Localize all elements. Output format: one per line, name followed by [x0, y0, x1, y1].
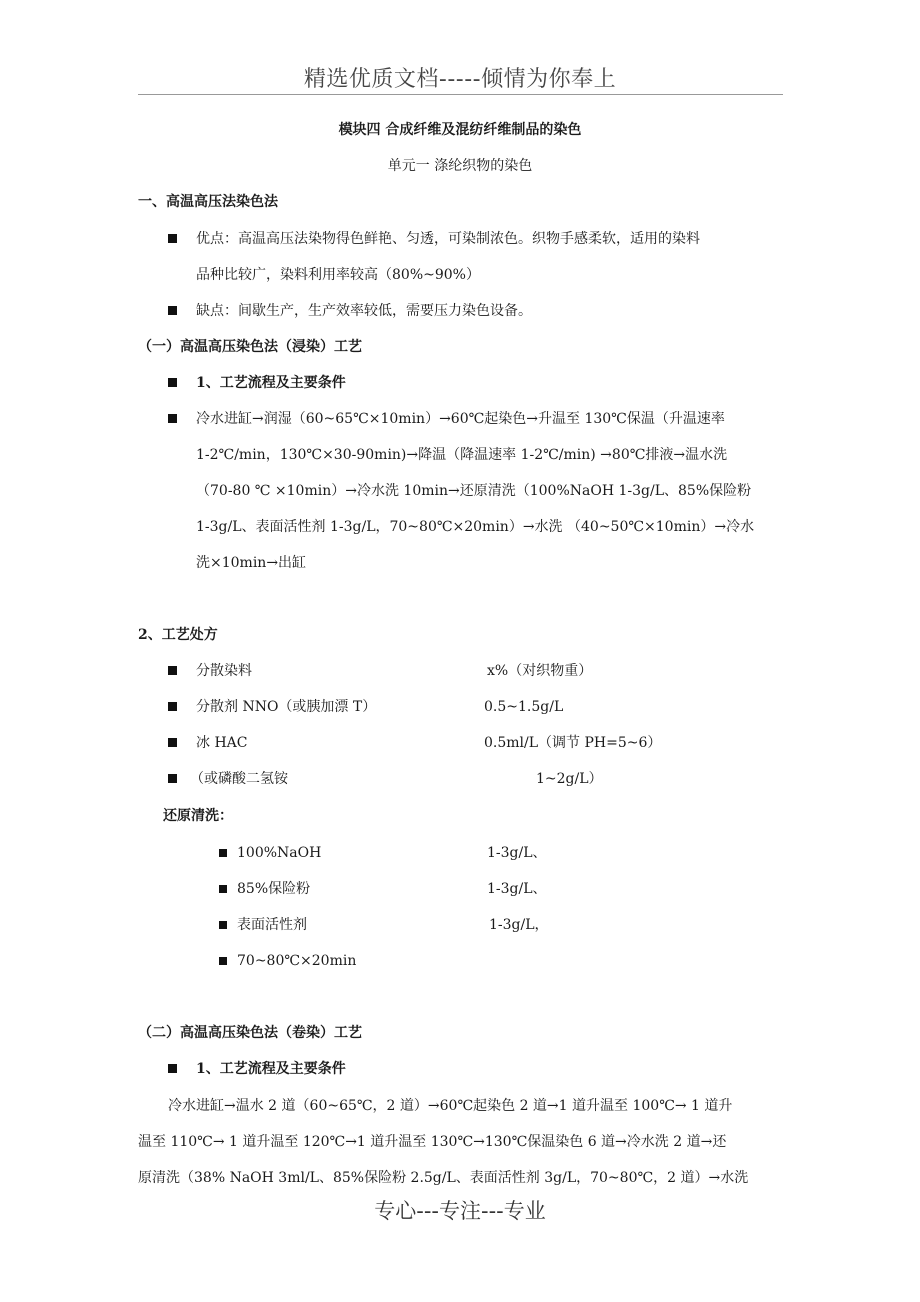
process-line: 冷水进缸→润湿（60~65℃×10min）→60℃起染色→升温至 130℃保温（升温速率: [196, 411, 725, 427]
part2-heading: （二）高温高压染色法（卷染）工艺: [138, 1025, 362, 1041]
bullet-icon: [219, 957, 227, 965]
recipe-item-value: x%（对织物重）: [487, 663, 593, 679]
bullet-icon: [219, 885, 227, 893]
recipe-item-name: 分散剂 NNO（或胰加漂 T）: [196, 699, 377, 715]
reduction-item-value: 1-3g/L、: [487, 881, 547, 897]
process-line: 原清洗（38% NaOH 3ml/L、85%保险粉 2.5g/L、表面活性剂 3g/L，70~80℃，2 道）→水洗: [138, 1170, 749, 1186]
reduction-item-value: 1-3g/L、: [487, 845, 547, 861]
disadvantage-line: 缺点：间歇生产，生产效率较低，需要压力染色设备。: [196, 303, 532, 319]
reduction-item-name: 85%保险粉: [237, 881, 311, 897]
part1-heading: （一）高温高压染色法（浸染）工艺: [138, 339, 362, 355]
bullet-icon: [168, 234, 177, 243]
reduction-item-name: 70~80℃×20min: [237, 953, 357, 969]
advantage-line1: 优点：高温高压法染物得色鲜艳、匀透，可染制浓色。织物手感柔软，适用的染料: [196, 231, 700, 247]
process-line: 1-3g/L、表面活性剂 1-3g/L，70~80℃×20min）→水洗 （40~50℃×10min）→冷水: [196, 519, 755, 535]
section1-heading: 一、高温高压法染色法: [138, 194, 278, 210]
recipe-item-name: （或磷酸二氢铵: [190, 771, 288, 787]
header-rule: [138, 94, 783, 95]
bullet-icon: [168, 738, 177, 747]
reduction-heading: 还原清洗：: [163, 808, 233, 824]
bullet-icon: [219, 849, 227, 857]
bullet-icon: [168, 1064, 177, 1073]
recipe-item-value: 1~2g/L）: [536, 771, 603, 787]
part2-subheading: 1、工艺流程及主要条件: [196, 1061, 346, 1077]
recipe-heading: 2、工艺处方: [138, 627, 218, 643]
reduction-item-name: 100%NaOH: [237, 845, 322, 861]
bullet-icon: [168, 378, 177, 387]
page-footer: 专心---专注---专业: [374, 1199, 546, 1223]
process-line: （70-80 ℃ ×10min）→冷水洗 10min→还原清洗（100%NaOH 1-3g/L、85%保险粉: [196, 483, 752, 499]
process-line: 洗×10min→出缸: [196, 555, 307, 571]
bullet-icon: [168, 774, 177, 783]
reduction-item-value: 1-3g/L，: [489, 917, 549, 933]
advantage-line2: 品种比较广，染料利用率较高（80%~90%）: [196, 267, 480, 283]
part1-subheading: 1、工艺流程及主要条件: [196, 375, 346, 391]
process-line: 温至 110℃→ 1 道升温至 120℃→1 道升温至 130℃→130℃保温染色 6 道→冷水洗 2 道→还: [138, 1134, 727, 1150]
reduction-item-name: 表面活性剂: [237, 917, 307, 933]
bullet-icon: [219, 921, 227, 929]
recipe-item-name: 分散染料: [196, 663, 252, 679]
bullet-icon: [168, 702, 177, 711]
recipe-item-name: 冰 HAC: [196, 735, 248, 751]
bullet-icon: [168, 414, 177, 423]
process-line: 冷水进缸→温水 2 道（60~65℃，2 道）→60℃起染色 2 道→1 道升温至 100℃→ 1 道升: [168, 1098, 733, 1114]
bullet-icon: [168, 666, 177, 675]
page-header: 精选优质文档-----倾情为你奉上: [303, 67, 617, 92]
bullet-icon: [168, 306, 177, 315]
document-title: 模块四 合成纤维及混纺纤维制品的染色: [338, 122, 582, 138]
document-subtitle: 单元一 涤纶织物的染色: [387, 158, 533, 174]
process-line: 1-2℃/min，130℃×30-90min)→降温（降温速率 1-2℃/min) →80℃排液→温水洗: [196, 447, 728, 463]
recipe-item-value: 0.5~1.5g/L: [484, 699, 564, 715]
recipe-item-value: 0.5ml/L（调节 PH=5~6）: [484, 735, 662, 751]
